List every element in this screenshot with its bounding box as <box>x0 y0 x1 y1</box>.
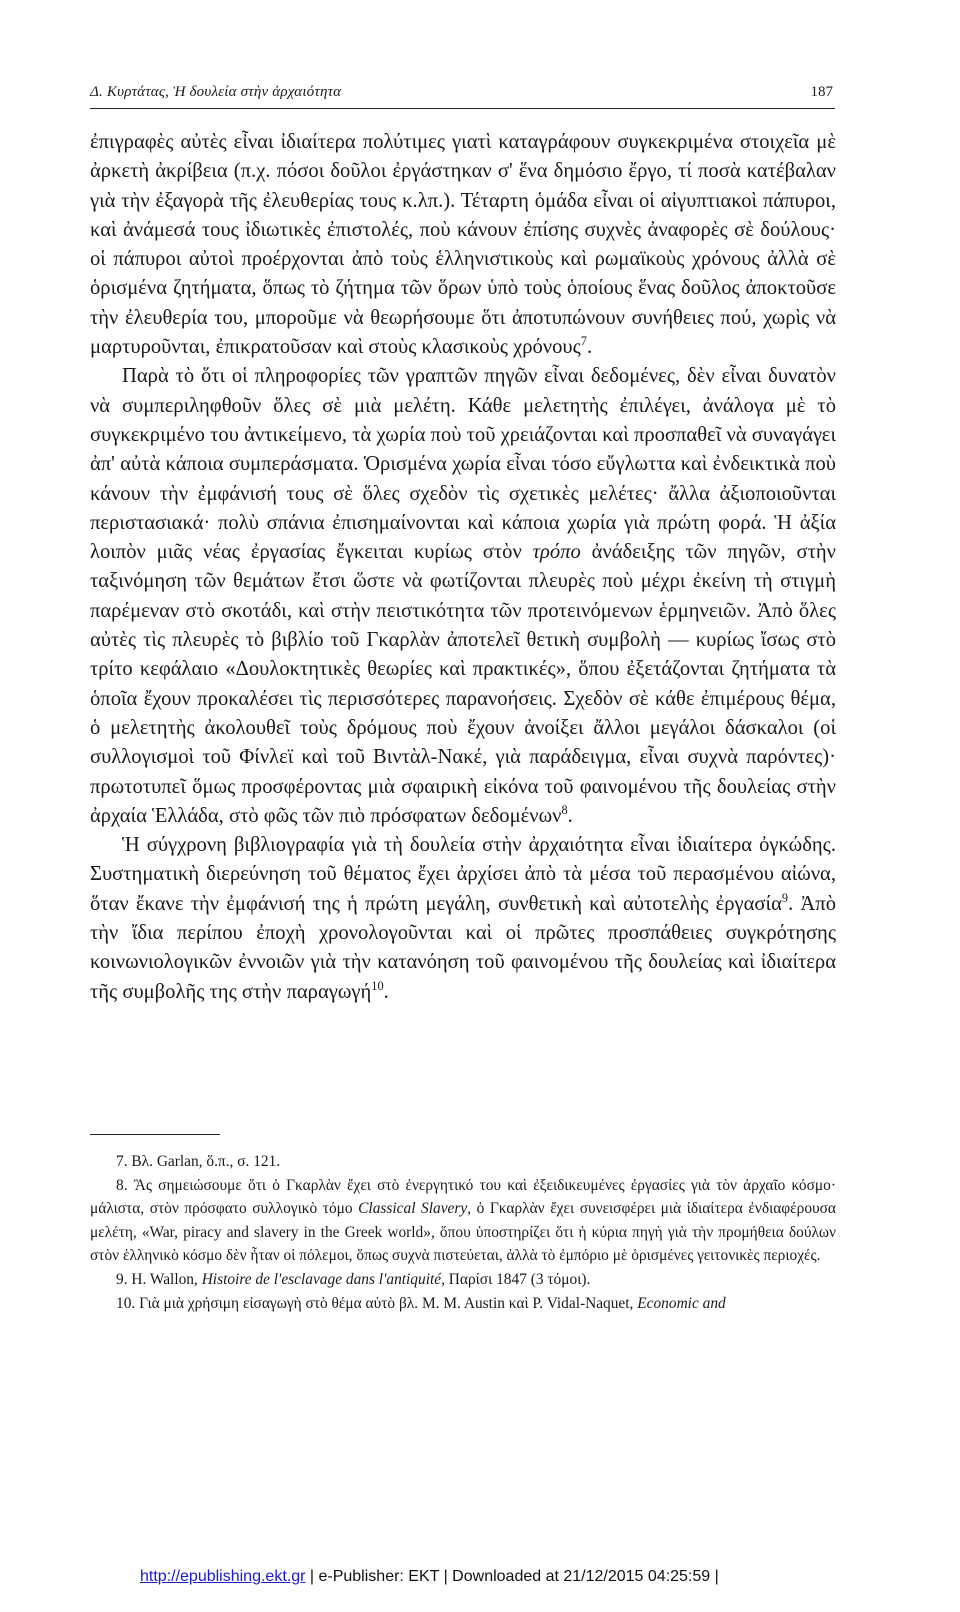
footnote-9 <box>90 1268 836 1292</box>
footnote-italic: Classical Slavery <box>358 1200 468 1218</box>
footnote-8 <box>90 1174 836 1268</box>
footnote-10 <box>90 1292 836 1316</box>
paragraph-text: . Ἀπὸ τὴν ἴδια περίπου ἐποχὴ χρονολογοῦνται καὶ οἱ πρῶτες προσπάθειες συγκρότησης κοινωνιολογικῶν ἐννοιῶν γιὰ τὴν κατανόηση τοῦ φαινομένου τῆς δουλείας καὶ ἰδιαίτερα τῆς συμβολῆς της στὴν παραγωγή <box>90 892 836 1003</box>
footnote-divider <box>90 1134 220 1135</box>
paragraph-text: . <box>586 336 593 359</box>
download-info: | e-Publisher: EKT | Downloaded at 21/12/2015 04:25:59 | <box>305 1568 719 1585</box>
footnote-text: 8. Ἂς σημειώσουμε ὅτι ὁ Γκαρλὰν ἔχει στὸ ἐνεργητικό του καὶ ἐξειδικευμένες ἐργασίες γιὰ τὸν ἀρχαῖο κόσμο· μάλιστα, στὸν πρόσφατο συλλογικὸ τόμο <box>90 1176 836 1218</box>
paragraph-text: Ἡ σύγχρονη βιβλιογραφία γιὰ τὴ δουλεία στὴν ἀρχαιότητα εἶναι ἰδιαίτερα ὀγκώδης. Συστηματικὴ διερεύνηση τοῦ θέματος ἔχει ἀρχίσει ἀπὸ τὰ μέσα τοῦ περασμένου αἰώνα, ὅταν ἔκανε τὴν ἐμφάνισή της ἡ πρώτη μεγάλη, συνθετικὴ καὶ αὐτοτελὴς ἐργασία <box>90 834 836 915</box>
paragraph-2 <box>90 362 836 831</box>
emphasis-text: τρόπο <box>532 541 581 564</box>
running-header <box>90 80 835 109</box>
running-title: Δ. Κυρτάτας, Ἡ δουλεία στὴν ἀρχαιότητα <box>90 84 342 100</box>
footnote-text: 7. Βλ. Garlan, ὅ.π., σ. 121. <box>116 1153 281 1170</box>
footnote-7 <box>90 1150 836 1174</box>
footnote-italic: Histoire de l'esclavage dans l'antiquité <box>201 1270 442 1288</box>
footnote-text: 9. H. Wallon, <box>116 1270 202 1288</box>
footnote-ref-7[interactable]: 7 <box>580 334 587 349</box>
footnote-ref-8[interactable]: 8 <box>561 802 568 817</box>
paragraph-text: ἀνάδειξης τῶν πηγῶν, στὴν ταξινόμηση τῶν θεμάτων ἔτσι ὥστε νὰ φωτίζονται πλευρὲς ποὺ μέχρι ἐκείνη τὴ στιγμὴ παρέμεναν στὸ σκοτάδι, καὶ στὴν πειστικότητα τῶν προτεινόμενων ἑρμηνειῶν. Ἀπὸ ὅλες αὐτὲς τὶς πλευρὲς τὸ βιβλίο τοῦ Γκαρλὰν ἀποτελεῖ θετικὴ συμβολὴ — κυρίως ἴσως στὸ τρίτο κεφάλαιο «Δουλοκτητικὲς θεωρίες καὶ πρακτικές», ὅπου ἐξετάζονται ζητήματα τὰ ὁποῖα ἔχουν προκαλέσει τὶς περισσότερες παρανοήσεις. Σχεδὸν σὲ κάθε ἐπιμέρους θέμα, ὁ μελετητὴς ἀκολουθεῖ τοὺς δρόμους ποὺ ἔχουν ἀνοίξει ἄλλοι μεγάλοι δάσκαλοι (οἱ συλλογισμοὶ τοῦ Φίνλεϊ καὶ τοῦ Βιντὰλ-Νακέ, γιὰ παράδειγμα, εἶναι συχνὰ παρόντες)· πρωτοτυπεῖ ὅμως προσφέροντας μιὰ σφαιρικὴ εἰκόνα τοῦ φαινομένου τῆς δουλείας στὴν ἀρχαία Ἑλλάδα, στὸ φῶς τῶν πιὸ πρόσφατων δεδομένων <box>90 541 836 827</box>
footnote-italic: Economic and <box>637 1294 726 1312</box>
page-number: 187 <box>810 84 833 100</box>
paragraph-text: . <box>567 804 573 827</box>
publisher-link[interactable]: http://epublishing.ekt.gr <box>140 1568 306 1585</box>
paragraph-3 <box>90 831 836 1007</box>
footnote-ref-9[interactable]: 9 <box>781 890 789 905</box>
footnote-text: , ὁ Γκαρλὰν ἔχει συνεισφέρει μιὰ ἰδιαίτερα ἐνδιαφέρουσα μελέτη, «War, piracy and slavery in the Greek world», ὅπου ὑποστηρίζει ὅτι ἡ κύρια πηγὴ γιὰ τὴν προμήθεια δούλων στὸν ἑλληνικὸ κόσμο δὲν ἦταν οἱ πόλεμοι, ὅπως συχνὰ πιστεύεται, ἀλλὰ τὸ ἐμπόριο μὲ ὁρισμένες γειτονικὲς περιοχές. <box>90 1200 836 1265</box>
footnote-ref-10[interactable]: 10 <box>371 978 384 993</box>
download-footer <box>140 1568 940 1586</box>
paragraph-text: . <box>383 980 389 1003</box>
footnote-text: , Παρίσι 1847 (3 τόμοι). <box>441 1270 591 1288</box>
body-text <box>90 128 836 1007</box>
footnotes <box>90 1150 836 1315</box>
paragraph-text: Παρὰ τὸ ὅτι οἱ πληροφορίες τῶν γραπτῶν πηγῶν εἶναι δεδομένες, δὲν εἶναι δυνατὸν νὰ συμπεριληφθοῦν ὅλες σὲ μιὰ μελέτη. Κάθε μελετητὴς ἐπιλέγει, ἀνάλογα μὲ τὸ συγκεκριμένο του ἀντικείμενο, τὰ χωρία ποὺ τοῦ χρειάζονται καὶ προσπαθεῖ νὰ συναγάγει ἀπ' αὐτὰ κάποια συμπεράσματα. Ὁρισμένα χωρία εἶναι τόσο εὔγλωττα καὶ ἐνδεικτικὰ ποὺ κάνουν τὴν ἐμφάνισή τους σὲ ὅλες σχεδὸν τὶς σχετικὲς μελέτες· ἄλλα ἀξιοποιοῦνται περιστασιακά· πολὺ σπάνια ἐπισημαίνονται καὶ κάποια χωρία γιὰ πρώτη φορά. Ἡ ἀξία λοιπὸν μιᾶς νέας ἐργασίας ἔγκειται κυρίως στὸν <box>90 365 836 564</box>
paragraph-text: ἐπιγραφὲς αὐτὲς εἶναι ἰδιαίτερα πολύτιμες γιατὶ καταγράφουν συγκεκριμένα στοιχεῖα μὲ ἀρκετὴ ἀκρίβεια (π.χ. πόσοι δοῦλοι ἐργάστηκαν σ' ἕνα δημόσιο ἔργο, τί ποσὰ κατέβαλαν γιὰ τὴν ἐξαγορὰ τῆς ἐλευθερίας τους κ.λπ.). Τέταρτη ὁμάδα εἶναι οἱ αἰγυπτιακοὶ πάπυροι, καὶ ἀνάμεσά τους ἰδιωτικὲς ἐπιστολές, ποὺ κάνουν ἐπίσης συχνὲς ἀναφορὲς σὲ δούλους· οἱ πάπυροι αὐτοὶ προέρχονται ἀπὸ τοὺς ἑλληνιστικοὺς καὶ ρωμαϊκοὺς χρόνους ἀλλὰ σὲ ὁρισμένα ζητήματα, ὅπως τὸ ζήτημα τῶν ὅρων ὑπὸ τοὺς ὁποίους ἕνας δοῦλος ἀποκτοῦσε τὴν ἐλευθερία του, μποροῦμε νὰ θεωρήσουμε ὅτι ἀποτυπώνουν συνήθειες πού, χωρὶς νὰ μαρτυροῦνται, ἐπικρατοῦσαν καὶ στοὺς κλασικοὺς χρόνους <box>90 131 836 359</box>
footnote-text: 10. Γιὰ μιὰ χρήσιμη εἰσαγωγὴ στὸ θέμα αὐτὸ βλ. M. M. Austin καὶ P. Vidal-Naquet, <box>116 1294 638 1312</box>
paragraph-1 <box>90 128 836 362</box>
